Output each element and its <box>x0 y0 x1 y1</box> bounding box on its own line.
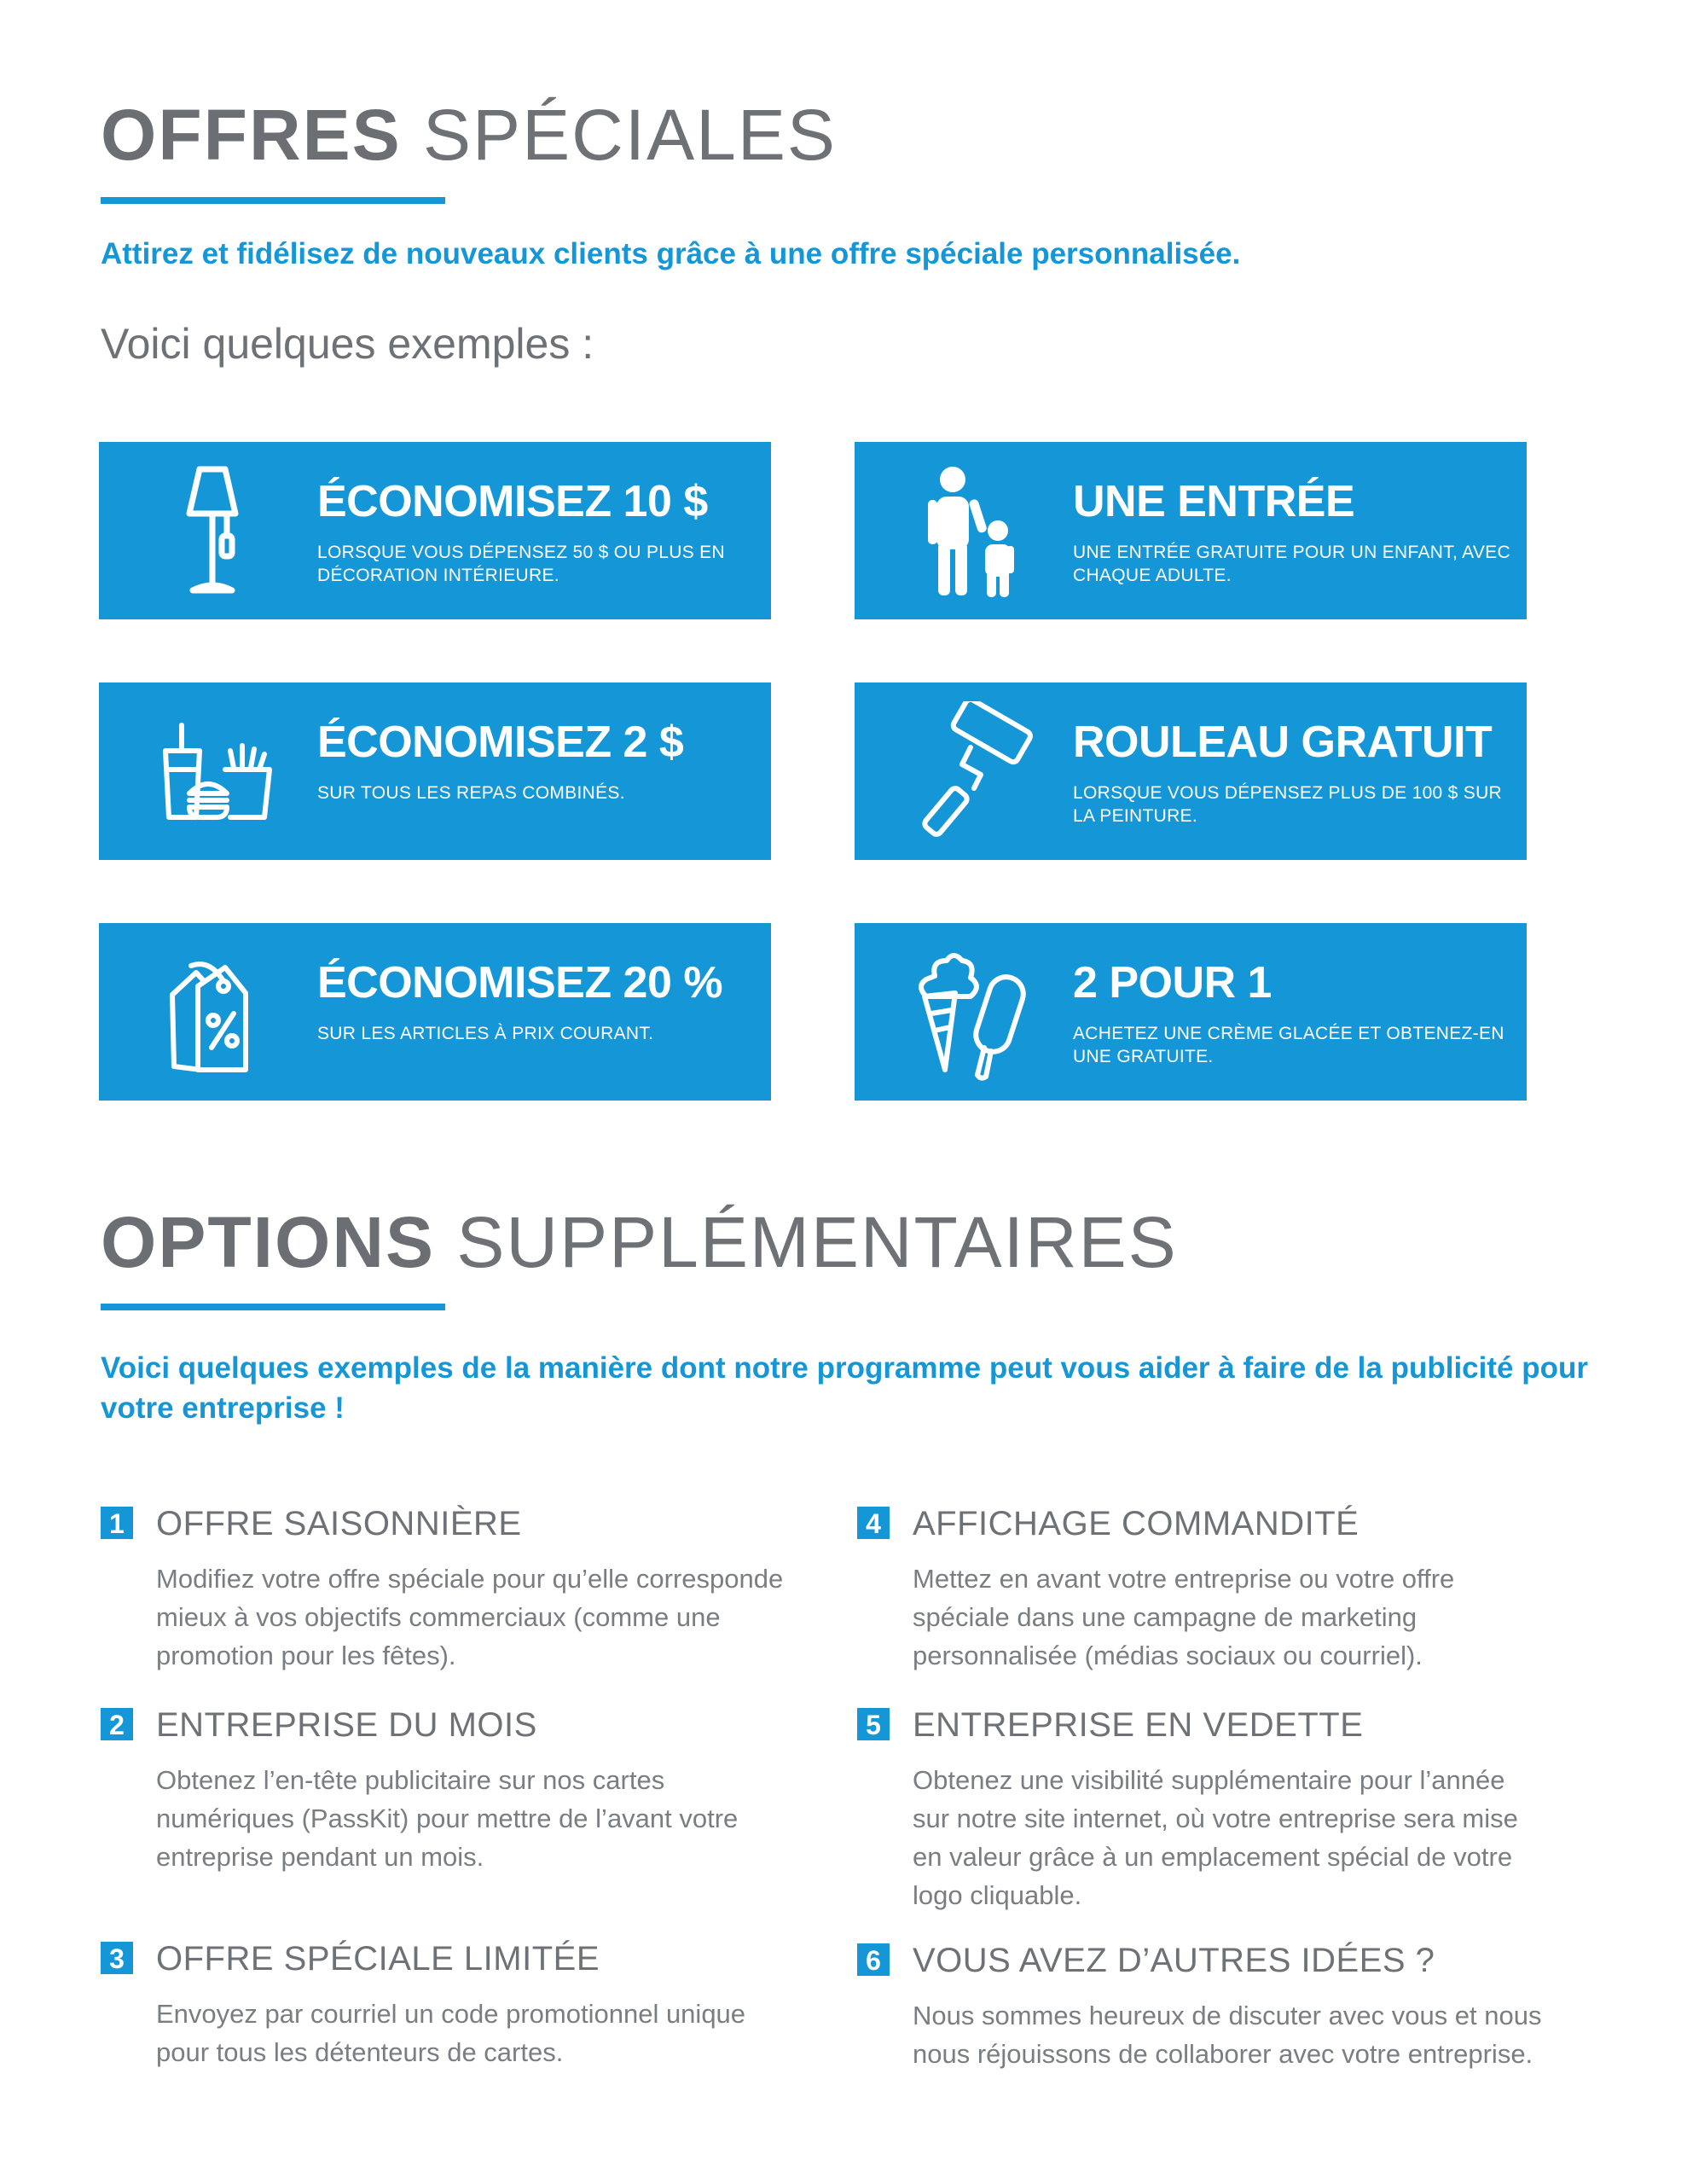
section-title-offres <box>101 95 837 175</box>
option-description: Modifiez votre offre spéciale pour qu’elle corresponde mieux à vos objectifs commerciaux (comme une promotion pour les fêtes). <box>156 1564 784 1670</box>
option-number: 6 <box>857 1943 890 1976</box>
option-description: Obtenez l’en-tête publicitaire sur nos cartes numériques (PassKit) pour mettre de l’avant votre entreprise pendant un mois. <box>156 1765 739 1872</box>
title-light: SPÉCIALES <box>423 95 837 175</box>
paint-roller-icon <box>906 701 1034 846</box>
card-title: 2 POUR 1 <box>1073 958 1272 1008</box>
card-title: ROULEAU GRATUIT <box>1073 717 1493 767</box>
offer-card-lamp <box>99 442 771 619</box>
card-title: UNE ENTRÉE <box>1073 477 1355 526</box>
section-lead: Attirez et fidélisez de nouveaux clients grâce à une offre spéciale personnalisée. <box>101 237 1241 270</box>
option-number: 4 <box>857 1507 890 1539</box>
option-title: OFFRE SAISONNIÈRE <box>156 1505 522 1542</box>
examples-subheading: Voici quelques exemples : <box>101 320 594 368</box>
offer-card-combo <box>99 682 771 860</box>
option-title: VOUS AVEZ D’AUTRES IDÉES ? <box>913 1942 1435 1979</box>
card-description: SUR LES ARTICLES À PRIX COURANT. <box>317 1024 654 1043</box>
combo-meal-icon <box>150 701 278 846</box>
option-number: 1 <box>101 1507 133 1539</box>
offer-card-roller <box>855 682 1527 860</box>
card-description: LORSQUE VOUS DÉPENSEZ 50 $ OU PLUS EN DÉCORATION INTÉRIEURE. <box>317 543 725 585</box>
card-description: SUR TOUS LES REPAS COMBINÉS. <box>317 783 625 803</box>
card-description: LORSQUE VOUS DÉPENSEZ PLUS DE 100 $ SUR LA PEINTURE. <box>1073 783 1503 826</box>
card-title: ÉCONOMISEZ 10 $ <box>317 477 708 526</box>
lamp-icon <box>150 461 278 606</box>
offer-card-icecream <box>855 923 1527 1101</box>
option-number: 5 <box>857 1708 890 1740</box>
option-title: ENTREPRISE EN VEDETTE <box>913 1706 1364 1744</box>
price-tag-icon <box>150 942 278 1087</box>
card-description: ACHETEZ UNE CRÈME GLACÉE ET OBTENEZ-EN UNE GRATUITE. <box>1073 1024 1504 1066</box>
card-title: ÉCONOMISEZ 2 $ <box>317 717 684 767</box>
section-title-options <box>101 1202 1178 1282</box>
option-title: OFFRE SPÉCIALE LIMITÉE <box>156 1940 600 1978</box>
card-description: UNE ENTRÉE GRATUITE POUR UN ENFANT, AVEC CHAQUE ADULTE. <box>1073 543 1510 585</box>
title-underline <box>101 197 445 204</box>
title-underline <box>101 1304 445 1310</box>
offer-card-entry <box>855 442 1527 619</box>
option-number: 2 <box>101 1708 133 1740</box>
option-description: Mettez en avant votre entreprise ou votre offre spéciale dans une campagne de marketing personnalisée (médias sociaux ou courriel). <box>913 1564 1455 1670</box>
option-title: AFFICHAGE COMMANDITÉ <box>913 1505 1359 1542</box>
option-title: ENTREPRISE DU MOIS <box>156 1706 537 1744</box>
section-lead: Voici quelques exemples de la manière dont notre programme peut vous aider à faire de la publicité pour votre entreprise ! <box>101 1351 1588 1425</box>
option-description: Obtenez une visibilité supplémentaire pour l’année sur notre site internet, où votre entreprise sera mise en valeur grâce à un emplacement spécial de votre logo cliquable. <box>913 1765 1518 1910</box>
title-bold: OPTIONS <box>101 1202 436 1282</box>
adult-child-icon <box>906 461 1034 606</box>
option-number: 3 <box>101 1942 133 1974</box>
title-light: SUPPLÉMENTAIRES <box>456 1202 1178 1282</box>
title-bold: OFFRES <box>101 95 402 175</box>
offer-card-tag <box>99 923 771 1101</box>
ice-cream-icon <box>906 942 1034 1087</box>
option-description: Envoyez par courriel un code promotionnel unique pour tous les détenteurs de cartes. <box>156 1999 746 2067</box>
card-title: ÉCONOMISEZ 20 % <box>317 958 723 1008</box>
option-description: Nous sommes heureux de discuter avec vous et nous nous réjouissons de collaborer avec votre entreprise. <box>913 2001 1542 2069</box>
